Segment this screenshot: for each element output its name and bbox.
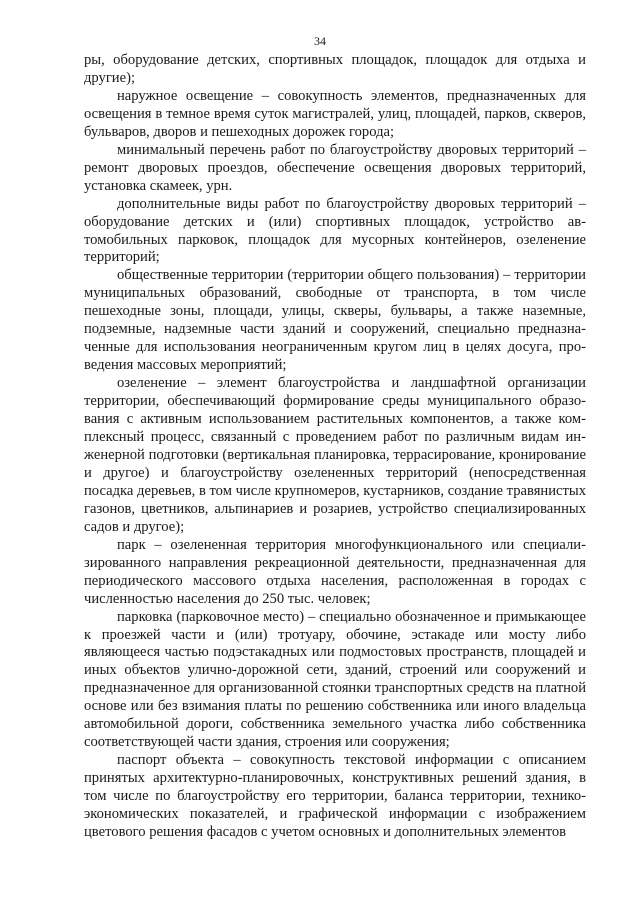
paragraph-minimum-works: минимальный перечень работ по благоустройству дворовых территорий – ремонт дворовых проездов, обеспечение освещения дворовых территорий, установка скамеек, урн. [84,141,586,194]
paragraph-object-passport: паспорт объекта – совокупность текстовой информации с описанием принятых архитектурно-планировочных, конструктивных решений здания, в том числе по благоустройству его территории, баланса территории, технико-экономических показателей, и графической информации с изображением цветового решения фасадов с учетом основных и дополнительных элементов [84,752,586,840]
paragraph-additional-works: дополнительные виды работ по благоустройству дворовых территорий – оборудование детских и (или) спортивных площадок, устройство автомобильных парковок, площадок для мусорных контейнеров, озеленение территорий; [84,195,586,266]
paragraph-continuation: ры, оборудование детских, спортивных площадок, площадок для отдыха и другие); [84,52,586,86]
paragraph-greening: озеленение – элемент благоустройства и ландшафтной организации территории, обеспечивающий формирование среды муниципального образования с активным использованием растительных компонентов, а также комплексный процесс, связанный с проведением работ по различным видам инженерной подготовки (вертикальная планировка, террасирование, кронирование и другое) и благоустройству озелененных территорий (непосредственная посадка деревьев, в том числе крупномеров, кустарников, создание травянистых газонов, цветников, альпинариев и розариев, устройство специализированных садов и другое); [84,375,586,535]
page-number: 34 [314,34,326,48]
paragraph-public-territories: общественные территории (территории общего пользования) – территории муниципальных образований, свободные от транспорта, в том числе пешеходные зоны, площади, улицы, скверы, бульвары, а также наземные, подземные, надземные части зданий и сооружений, специально предназначенные для использования неограниченным кругом лиц в целях досуга, проведения массовых мероприятий; [84,267,586,374]
paragraph-park: парк – озелененная территория многофункционального или специализированного направления рекреационной деятельности, предназначенная для периодического массового отдыха населения, расположенная в городах с численностью населения до 250 тыс. человек; [84,536,586,607]
paragraph-outdoor-lighting: наружное освещение – совокупность элементов, предназначенных для освещения в темное время суток магистралей, улиц, площадей, парков, скверов, бульваров, дворов и пешеходных дорожек города; [84,87,586,140]
paragraph-parking: парковка (парковочное место) – специально обозначенное и примыкающее к проезжей части и (или) тротуару, обочине, эстакаде или мосту либо являющееся частью подэстакадных или подмостовых пространств, площадей и иных объектов улично-дорожной сети, зданий, строений или сооружений и предназначенное для организованной стоянки транспортных средств на платной основе или без взимания платы по решению собственника или иного владельца автомобильной дороги, собственника земельного участка либо собственника соответствующей части здания, строения или сооружения; [84,608,586,751]
document-body [84,52,586,842]
